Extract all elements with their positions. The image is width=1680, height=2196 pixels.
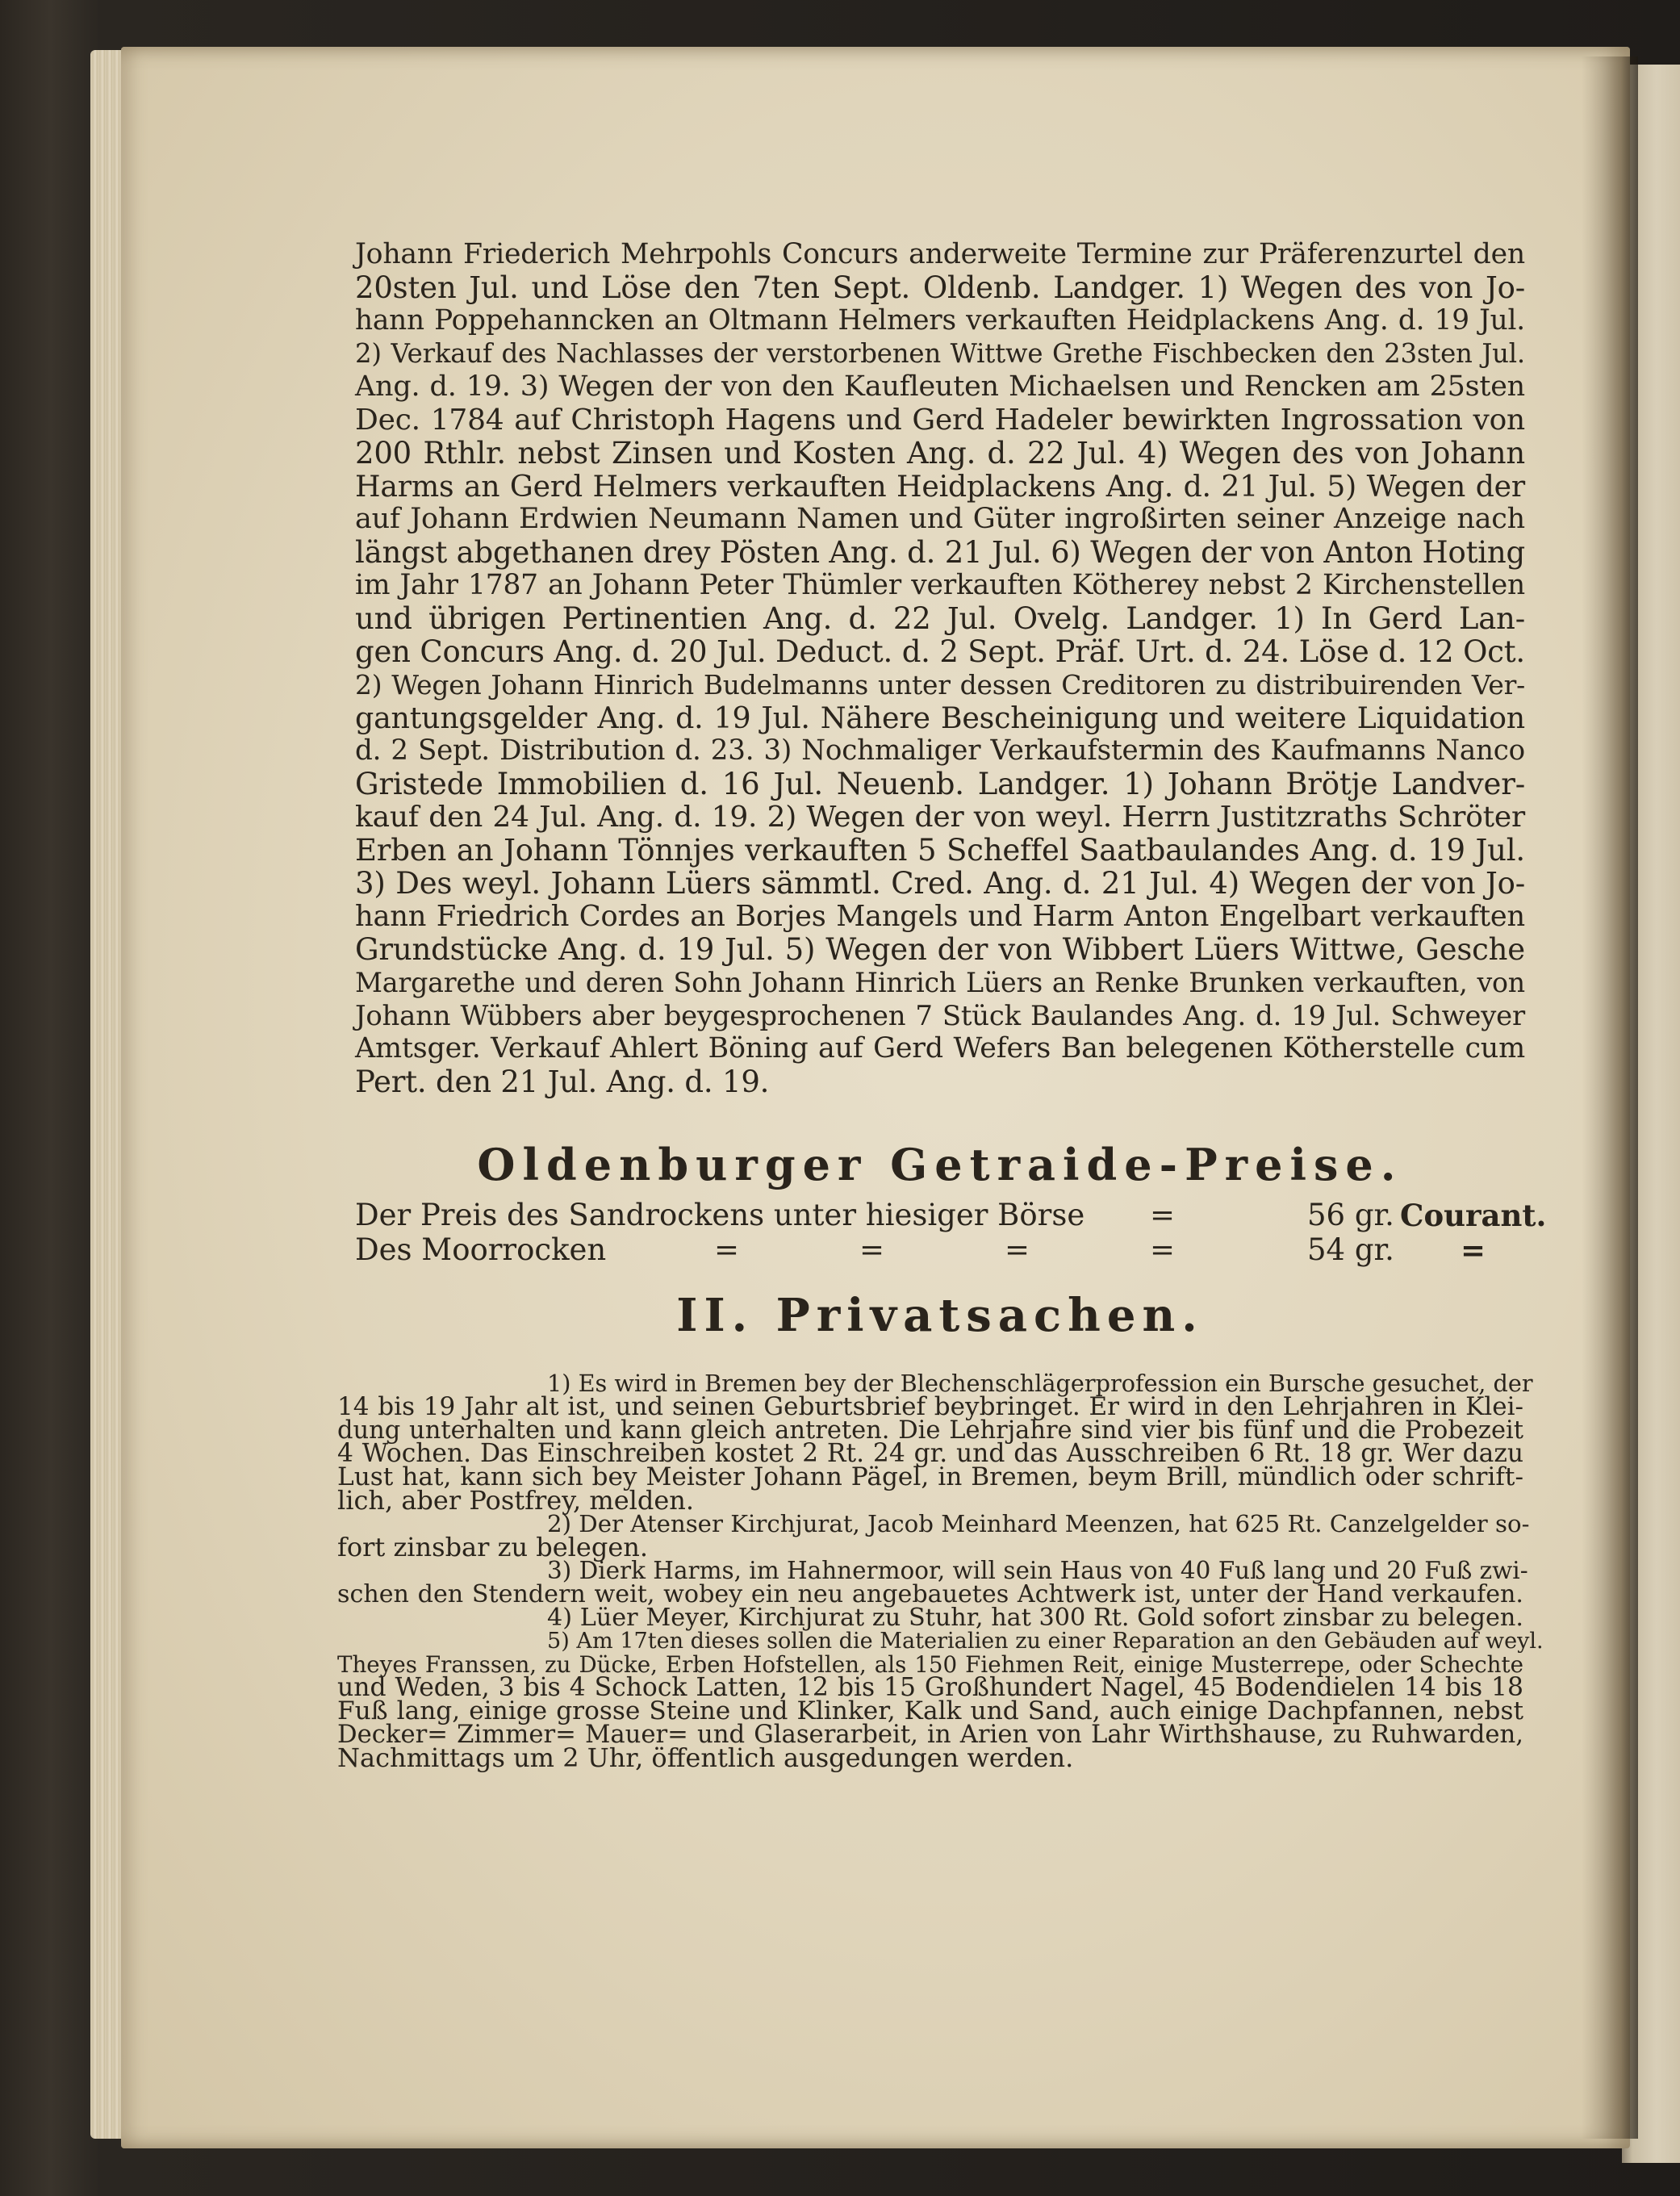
text-line: dung unterhalten und kann gleich antreten. Die Lehrjahre sind vier bis fünf und die Probezeit bbox=[337, 1416, 1523, 1445]
text-line: hann Poppehanncken an Oltmann Helmers verkauften Heidplackens Ang. d. 19 Jul. bbox=[355, 304, 1525, 337]
text-line: 4) Lüer Meyer, Kirchjurat zu Stuhr, hat 300 Rt. Gold sofort zinsbar zu belegen. bbox=[547, 1604, 1523, 1632]
text-line: Amtsger. Verkauf Ahlert Böning auf Gerd Wefers Ban belegenen Kötherstelle cum bbox=[355, 1032, 1525, 1065]
price-value: 54 gr. bbox=[1307, 1232, 1394, 1267]
text-line: gen Concurs Ang. d. 20 Jul. Deduct. d. 2 Sept. Präf. Urt. d. 24. Löse d. 12 Oct. bbox=[355, 634, 1525, 669]
text-line: 2) Der Atenser Kirchjurat, Jacob Meinhard Meenzen, hat 625 Rt. Canzelgelder so- bbox=[547, 1510, 1530, 1537]
ditto-mark: = bbox=[859, 1232, 885, 1267]
text-line: 20sten Jul. und Löse den 7ten Sept. Oldenb. Landger. 1) Wegen des von Jo- bbox=[355, 270, 1525, 305]
grain-prices-heading: Oldenburger Getraide-Preise. bbox=[477, 1139, 1403, 1190]
text-line: Fuß lang, einige grosse Steine und Klinker, Kalk und Sand, auch einige Dachpfannen, nebst bbox=[337, 1696, 1523, 1725]
text-line: Grundstücke Ang. d. 19 Jul. 5) Wegen der von Wibbert Lüers Wittwe, Gesche bbox=[355, 932, 1525, 967]
text-line: Theyes Franssen, zu Dücke, Erben Hofstellen, als 150 Fiehmen Reit, einige Musterrepe, oder Schechte bbox=[337, 1651, 1523, 1678]
price-label: Des Moorrocken bbox=[355, 1232, 607, 1267]
ditto-mark: = bbox=[1150, 1232, 1176, 1267]
private-matters-heading: II. Privatsachen. bbox=[676, 1289, 1204, 1342]
text-line: lich, aber Postfrey, melden. bbox=[337, 1485, 695, 1516]
text-line: 2) Wegen Johann Hinrich Budelmanns unter dessen Creditoren zu distribuirenden Ver- bbox=[355, 669, 1525, 701]
text-line: d. 2 Sept. Distribution d. 23. 3) Nochmaliger Verkaufstermin des Kaufmanns Nanco bbox=[355, 734, 1525, 767]
text-line: Decker= Zimmer= Mauer= und Glaserarbeit, in Arien von Lahr Wirthshause, zu Ruhwarden, bbox=[337, 1721, 1523, 1749]
text-line: Dec. 1784 auf Christoph Hagens und Gerd Hadeler bewirkten Ingrossation von bbox=[355, 404, 1525, 437]
price-row-moorrocken bbox=[355, 1232, 1525, 1268]
ditto-mark: = bbox=[1150, 1198, 1176, 1232]
price-unit: Courant. bbox=[1400, 1198, 1547, 1233]
text-line: im Jahr 1787 an Johann Peter Thümler verkauften Kötherey nebst 2 Kirchenstellen bbox=[355, 569, 1525, 601]
price-row-sandrocken bbox=[355, 1198, 1547, 1233]
text-line: 4 Wochen. Das Einschreiben kostet 2 Rt. 24 gr. und das Ausschreiben 6 Rt. 18 gr. Wer dazu bbox=[337, 1439, 1523, 1468]
ditto-mark: = bbox=[714, 1232, 740, 1267]
text-line: Harms an Gerd Helmers verkauften Heidplackens Ang. d. 21 Jul. 5) Wegen der bbox=[355, 469, 1525, 504]
price-value: 56 gr. bbox=[1307, 1198, 1394, 1232]
text-line: Nachmittags um 2 Uhr, öffentlich ausgedungen werden. bbox=[337, 1742, 1074, 1773]
gutter-shadow bbox=[1582, 56, 1638, 2139]
text-line: Pert. den 21 Jul. Ang. d. 19. bbox=[355, 1065, 770, 1099]
private-matters-text bbox=[337, 1370, 1544, 1773]
text-line: auf Johann Erdwien Neumann Namen und Güter ingroßirten seiner Anzeige nach bbox=[355, 503, 1525, 535]
text-line: Johann Friederich Mehrpohls Concurs anderweite Termine zur Präferenzurtel den bbox=[355, 238, 1525, 270]
text-line: Johann Wübbers aber beygesprochenen 7 Stück Baulandes Ang. d. 19 Jul. Schweyer bbox=[355, 1000, 1525, 1031]
text-line: gantungsgelder Ang. d. 19 Jul. Nähere Bescheinigung und weitere Liquidation bbox=[355, 701, 1525, 735]
text-line: 5) Am 17ten dieses sollen die Materialien zu einer Reparation an den Gebäuden auf weyl. bbox=[547, 1629, 1544, 1654]
price-label: Der Preis des Sandrockens unter hiesiger Börse bbox=[355, 1198, 1085, 1232]
text-line: 2) Verkauf des Nachlasses der verstorbenen Wittwe Grethe Fischbecken den 23sten Jul. bbox=[355, 338, 1525, 369]
text-line: längst abgethanen drey Pösten Ang. d. 21 Jul. 6) Wegen der von Anton Hoting bbox=[355, 535, 1525, 570]
text-line: schen den Stendern weit, wobey ein neu angebauetes Achtwerk ist, unter der Hand verkaufen. bbox=[337, 1580, 1523, 1608]
text-line: Erben an Johann Tönnjes verkauften 5 Scheffel Saatbaulandes Ang. d. 19 Jul. bbox=[355, 833, 1525, 868]
text-line: und übrigen Pertinentien Ang. d. 22 Jul. Ovelg. Landger. 1) In Gerd Lan- bbox=[355, 601, 1525, 636]
price-unit: = bbox=[1461, 1232, 1486, 1268]
text-line: Margarethe und deren Sohn Johann Hinrich Lüers an Renke Brunken verkauften, von bbox=[355, 967, 1525, 998]
text-line: Gristede Immobilien d. 16 Jul. Neuenb. Landger. 1) Johann Brötje Landver- bbox=[355, 767, 1525, 801]
text-line: fort zinsbar zu belegen. bbox=[337, 1532, 649, 1562]
text-line: 3) Des weyl. Johann Lüers sämmtl. Cred. Ang. d. 21 Jul. 4) Wegen der von Jo- bbox=[355, 866, 1525, 901]
text-line: Ang. d. 19. 3) Wegen der von den Kaufleuten Michaelsen und Rencken am 25sten bbox=[355, 370, 1525, 403]
text-line: Lust hat, kann sich bey Meister Johann Pägel, in Bremen, beym Brill, mündlich oder schrift- bbox=[337, 1462, 1523, 1491]
text-line: 14 bis 19 Jahr alt ist, und seinen Geburtsbrief beybringet. Er wird in den Lehrjahren in Klei- bbox=[337, 1392, 1523, 1421]
text-line: 1) Es wird in Bremen bey der Blechenschlägerprofession ein Bursche gesuchet, der bbox=[547, 1370, 1533, 1397]
text-line: hann Friedrich Cordes an Borjes Mangels und Harm Anton Engelbart verkauften bbox=[355, 900, 1525, 933]
text-line: kauf den 24 Jul. Ang. d. 19. 2) Wegen der von weyl. Herrn Justitzraths Schröter bbox=[355, 801, 1525, 834]
text-line: 3) Dierk Harms, im Hahnermoor, will sein Haus von 40 Fuß lang und 20 Fuß zwi- bbox=[547, 1557, 1528, 1584]
text-line: 200 Rthlr. nebst Zinsen und Kosten Ang. d. 22 Jul. 4) Wegen des von Johann bbox=[355, 436, 1525, 471]
notices-paragraph bbox=[355, 238, 1525, 1098]
text-line: und Weden, 3 bis 4 Schock Latten, 12 bis 15 Großhundert Nagel, 45 Bodendielen 14 bis 18 bbox=[337, 1673, 1523, 1702]
ditto-mark: = bbox=[1005, 1232, 1030, 1267]
